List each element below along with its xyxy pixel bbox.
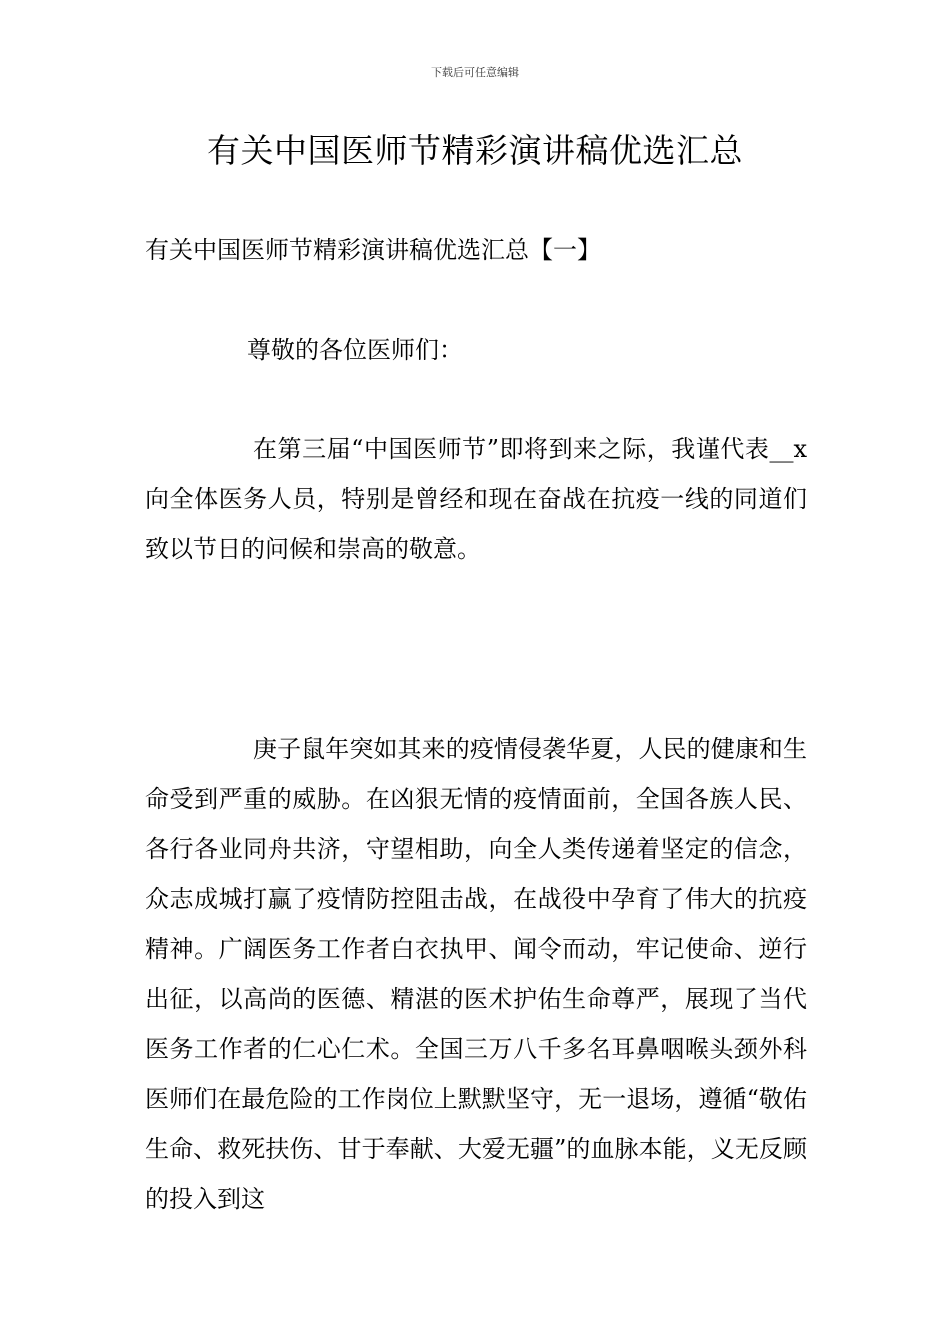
- paragraph-1: 在第三届“中国医师节”即将到来之际，我谨代表__x向全体医务人员，特别是曾经和现在奋战在抗疫一线的同道们致以节日的问候和崇高的敬意。: [145, 435, 807, 563]
- salutation: 尊敬的各位医师们：: [247, 336, 463, 364]
- document-title: 有关中国医师节精彩演讲稿优选汇总: [207, 131, 743, 170]
- page-header-note: 下载后可任意编辑: [431, 66, 519, 79]
- paragraph-2: 庚子鼠年突如其来的疫情侵袭华夏，人民的健康和生命受到严重的威胁。在凶狠无情的疫情面前，全国各族人民、各行各业同舟共济，守望相助，向全人类传递着坚定的信念，众志成城打赢了疫情防控阻击战，在战役中孕育了伟大的抗疫精神。广阔医务工作者白衣执甲、闻令而动，牢记使命、逆行出征，以高尚的医德、精湛的医术护佑生命尊严，展现了当代医务工作者的仁心仁术。全国三万八千多名耳鼻咽喉头颈外科医师们在最危险的工作岗位上默默坚守，无一退场，遵循“敬佑生命、救死扶伤、甘于奉献、大爱无疆”的血脉本能，义无反顾的投入到这: [145, 735, 807, 1213]
- section-heading: 有关中国医师节精彩演讲稿优选汇总【一】: [145, 236, 601, 264]
